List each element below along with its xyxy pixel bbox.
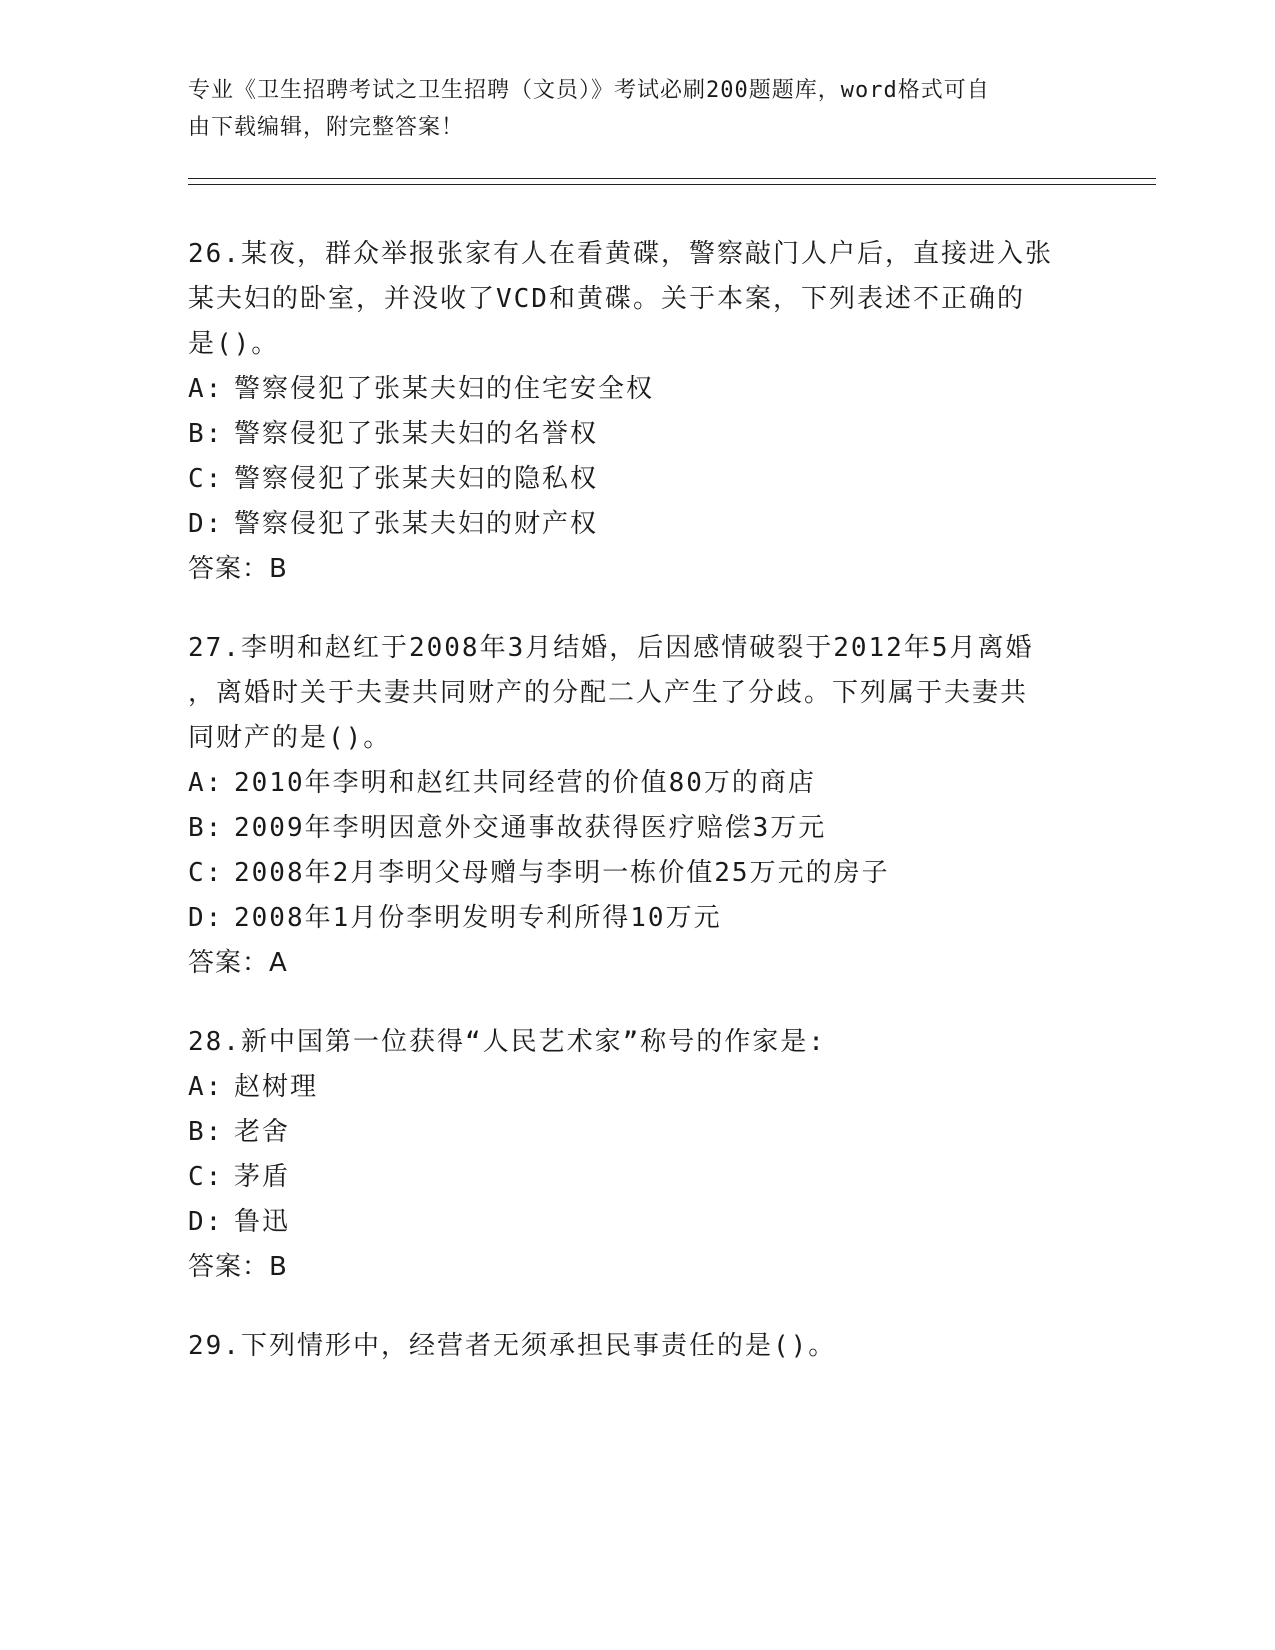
option-key: D:	[188, 903, 224, 933]
document-header	[188, 72, 1088, 146]
option-key: D:	[188, 509, 224, 539]
option-text: 警察侵犯了张某夫妇的名誉权	[234, 419, 599, 449]
answer-line: 答案：B	[188, 554, 288, 584]
option-a	[188, 761, 1088, 806]
option-key: B:	[188, 813, 224, 843]
option-c	[188, 457, 1088, 502]
question-stem-line: 某夫妇的卧室，并没收了VCD和黄碟。关于本案，下列表述不正确的	[188, 284, 1025, 314]
option-a	[188, 1065, 1088, 1110]
option-key: B:	[188, 1117, 224, 1147]
option-text: 警察侵犯了张某夫妇的住宅安全权	[234, 374, 655, 404]
question-stem-line: 29.下列情形中，经营者无须承担民事责任的是()。	[188, 1331, 837, 1361]
option-key: C:	[188, 464, 224, 494]
question-stem-line: ，离婚时关于夫妻共同财产的分配二人产生了分歧。下列属于夫妻共	[188, 678, 1029, 708]
option-d	[188, 502, 1088, 547]
option-key: D:	[188, 1207, 224, 1237]
question-stem-line: 27.李明和赵红于2008年3月结婚，后因感情破裂于2012年5月离婚	[188, 633, 1034, 663]
option-c	[188, 851, 1088, 896]
option-text: 2010年李明和赵红共同经营的价值80万的商店	[234, 768, 816, 798]
question-stem-line: 同财产的是()。	[188, 723, 392, 753]
option-text: 鲁迅	[234, 1207, 291, 1237]
header-divider	[188, 184, 1156, 185]
option-a	[188, 367, 1088, 412]
option-d	[188, 1200, 1088, 1245]
option-d	[188, 896, 1088, 941]
option-b	[188, 412, 1088, 457]
option-text: 老舍	[234, 1117, 291, 1147]
option-text: 2009年李明因意外交通事故获得医疗赔偿3万元	[234, 813, 827, 843]
question-stem-line: 26.某夜，群众举报张家有人在看黄碟，警察敲门人户后，直接进入张	[188, 239, 1053, 269]
option-b	[188, 1110, 1088, 1155]
header-intro-line: 由下载编辑，附完整答案！	[188, 115, 465, 140]
question-stem-line: 28.新中国第一位获得“人民艺术家”称号的作家是:	[188, 1027, 826, 1057]
option-text: 2008年1月份李明发明专利所得10万元	[234, 903, 722, 933]
question-list	[188, 232, 1088, 1403]
question-28	[188, 1020, 1088, 1290]
question-27	[188, 626, 1088, 986]
option-key: C:	[188, 858, 224, 888]
option-b	[188, 806, 1088, 851]
answer-line: 答案：A	[188, 948, 288, 978]
option-key: A:	[188, 1072, 224, 1102]
option-c	[188, 1155, 1088, 1200]
answer-line: 答案：B	[188, 1252, 288, 1282]
option-key: C:	[188, 1162, 224, 1192]
question-stem-line: 是()。	[188, 329, 280, 359]
option-text: 警察侵犯了张某夫妇的隐私权	[234, 464, 599, 494]
option-key: A:	[188, 768, 224, 798]
option-text: 茅盾	[234, 1162, 291, 1192]
option-text: 警察侵犯了张某夫妇的财产权	[234, 509, 599, 539]
header-intro-line: 专业《卫生招聘考试之卫生招聘（文员）》考试必刷200题题库，word格式可自	[188, 78, 990, 103]
option-key: B:	[188, 419, 224, 449]
question-29	[188, 1324, 1088, 1369]
header-divider	[188, 178, 1156, 179]
option-text: 2008年2月李明父母赠与李明一栋价值25万元的房子	[234, 858, 890, 888]
option-text: 赵树理	[234, 1072, 319, 1102]
option-key: A:	[188, 374, 224, 404]
question-26	[188, 232, 1088, 592]
